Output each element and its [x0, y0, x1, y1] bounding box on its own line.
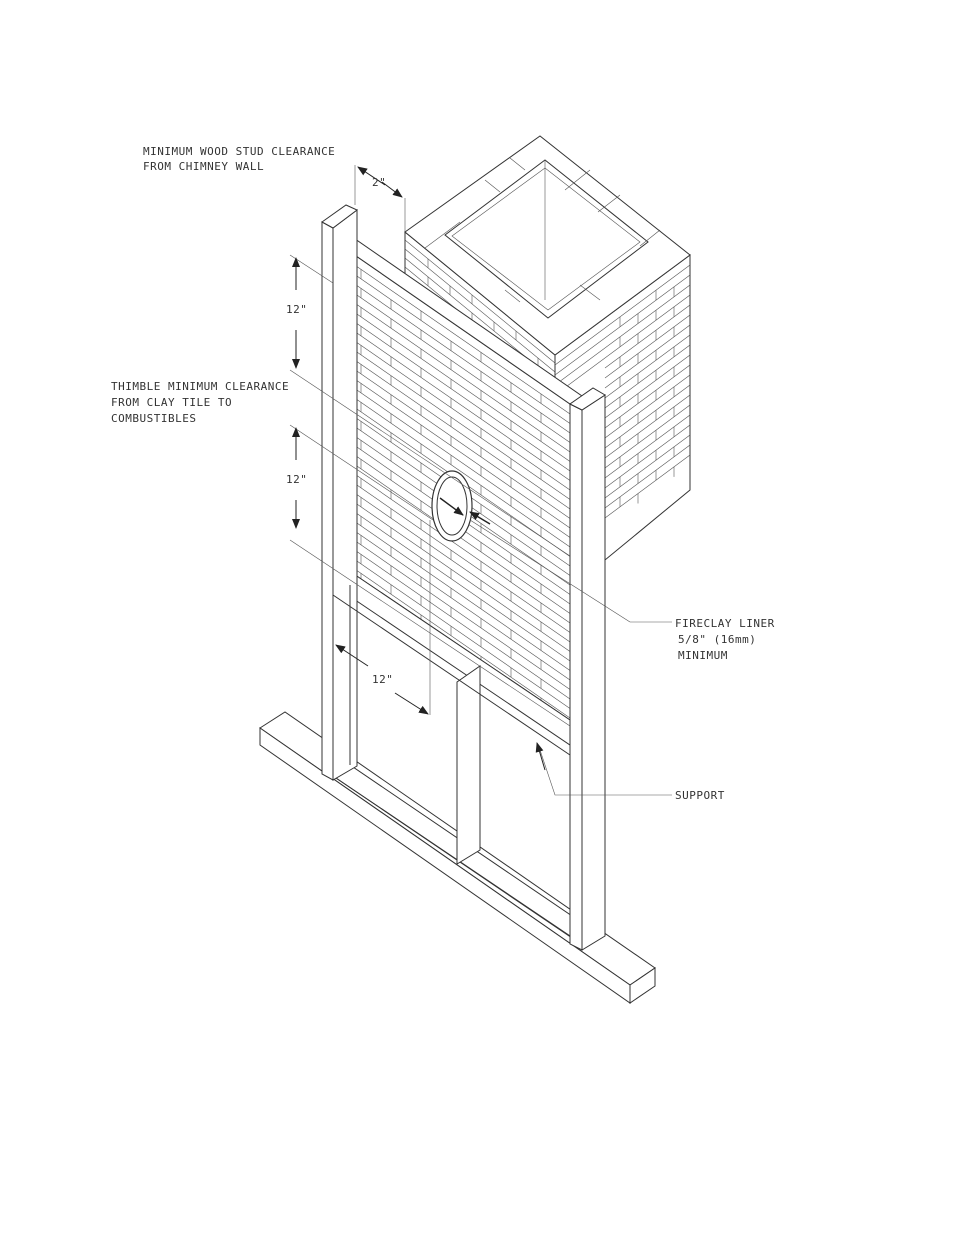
support-arrow — [537, 743, 545, 770]
left-stud-side — [333, 210, 357, 780]
right-stud-side — [582, 395, 605, 950]
stud-clearance-label: MINIMUM WOOD STUD CLEARANCE FROM CHIMNEY WALL — [143, 145, 336, 173]
upper-dim-label: 12" — [286, 303, 308, 316]
gap-dim-label: 2" — [372, 176, 387, 189]
thimble-clearance-label: THIMBLE MINIMUM CLEARANCE FROM CLAY TILE TO COMBUSTIBLES — [111, 380, 290, 425]
lower-dim-label: 12" — [286, 473, 308, 486]
left-stud-front — [322, 222, 333, 780]
support-leader — [540, 750, 672, 795]
support-label: SUPPORT — [675, 789, 725, 802]
bottom-rail-edge — [333, 776, 575, 940]
horiz-arrow-right — [395, 693, 428, 714]
fireclay-liner-label: FIRECLAY LINER 5/8" (16mm) MINIMUM — [675, 617, 775, 662]
horiz-dim-label: 12" — [372, 673, 394, 686]
right-stud-front — [570, 404, 582, 950]
middle-stud-front — [457, 666, 480, 864]
